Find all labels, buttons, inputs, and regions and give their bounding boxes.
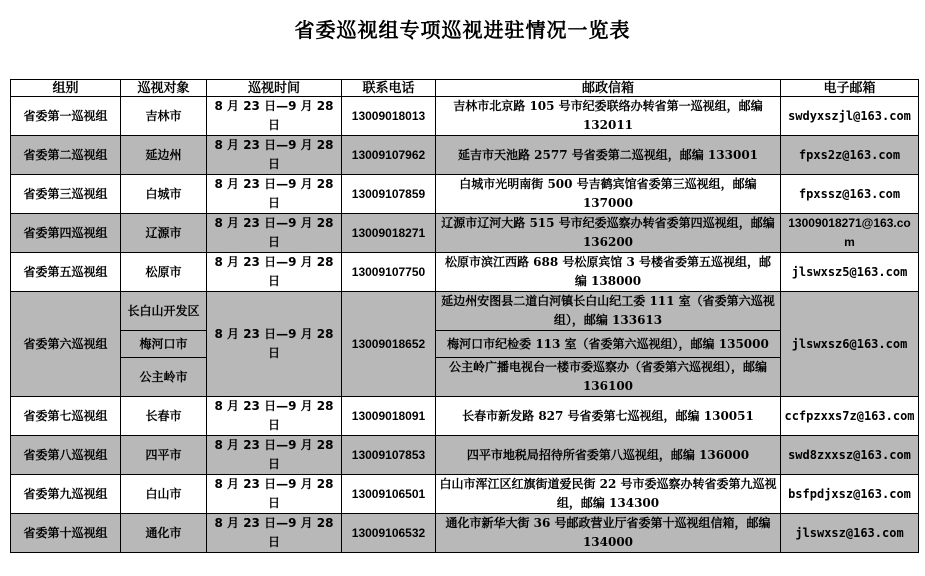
table-row	[11, 175, 919, 214]
target-cell: 吉林市	[121, 97, 207, 136]
email-cell: fpxs2z@163.com	[781, 136, 919, 175]
table-row	[11, 214, 919, 253]
phone-cell: 13009107750	[342, 253, 436, 292]
email-cell: jlswxsz@163.com	[781, 514, 919, 553]
time-cell: 8 月 23 日—9 月 28 日	[207, 436, 342, 475]
group-cell: 省委第十巡视组	[11, 514, 121, 553]
table-row	[11, 475, 919, 514]
table-header-row	[11, 80, 919, 97]
mail-cell: 公主岭广播电视台一楼市委巡察办（省委第六巡视组），邮编 136100	[436, 358, 781, 397]
time-cell: 8 月 23 日—9 月 28 日	[207, 292, 342, 397]
group-cell: 省委第八巡视组	[11, 436, 121, 475]
page-title: 省委巡视组专项巡视进驻情况一览表	[294, 18, 631, 42]
phone-cell: 13009107859	[342, 175, 436, 214]
mail-cell: 四平市地税局招待所省委第八巡视组，邮编 136000	[436, 436, 781, 475]
header-group: 组别	[11, 80, 121, 97]
target-cell: 延边州	[121, 136, 207, 175]
target-cell: 长白山开发区	[121, 292, 207, 331]
group-cell: 省委第四巡视组	[11, 214, 121, 253]
group-cell: 省委第九巡视组	[11, 475, 121, 514]
email-cell: bsfpdjxsz@163.com	[781, 475, 919, 514]
target-cell: 四平市	[121, 436, 207, 475]
mail-cell: 吉林市北京路 105 号市纪委联络办转省第一巡视组，邮编 132011	[436, 97, 781, 136]
time-cell: 8 月 23 日—9 月 28 日	[207, 514, 342, 553]
target-cell: 白城市	[121, 175, 207, 214]
table-row	[11, 253, 919, 292]
mail-cell: 延吉市天池路 2577 号省委第二巡视组，邮编 133001	[436, 136, 781, 175]
mail-cell: 松原市滨江西路 688 号松原宾馆 3 号楼省委第五巡视组，邮编 138000	[436, 253, 781, 292]
phone-cell: 13009107853	[342, 436, 436, 475]
email-cell: 13009018271@163.com	[781, 214, 919, 253]
target-cell: 白山市	[121, 475, 207, 514]
time-cell: 8 月 23 日—9 月 28 日	[207, 97, 342, 136]
email-cell: jlswxsz5@163.com	[781, 253, 919, 292]
phone-cell: 13009018652	[342, 292, 436, 397]
header-target: 巡视对象	[121, 80, 207, 97]
group-cell: 省委第三巡视组	[11, 175, 121, 214]
target-cell: 梅河口市	[121, 331, 207, 358]
mail-cell: 通化市新华大街 36 号邮政营业厅省委第十巡视组信箱，邮编 134000	[436, 514, 781, 553]
time-cell: 8 月 23 日—9 月 28 日	[207, 214, 342, 253]
table-row	[11, 136, 919, 175]
phone-cell: 13009018091	[342, 397, 436, 436]
email-cell: swdyxszjl@163.com	[781, 97, 919, 136]
phone-cell: 13009106532	[342, 514, 436, 553]
group-cell: 省委第五巡视组	[11, 253, 121, 292]
target-cell: 松原市	[121, 253, 207, 292]
mail-cell: 延边州安图县二道白河镇长白山纪工委 111 室（省委第六巡视组），邮编 133613	[436, 292, 781, 331]
time-cell: 8 月 23 日—9 月 28 日	[207, 397, 342, 436]
header-mail: 邮政信箱	[436, 80, 781, 97]
email-cell: jlswxsz6@163.com	[781, 292, 919, 397]
group-cell: 省委第六巡视组	[11, 292, 121, 397]
group-cell: 省委第二巡视组	[11, 136, 121, 175]
target-cell: 通化市	[121, 514, 207, 553]
time-cell: 8 月 23 日—9 月 28 日	[207, 253, 342, 292]
time-cell: 8 月 23 日—9 月 28 日	[207, 475, 342, 514]
table-row	[11, 397, 919, 436]
mail-cell: 白山市浑江区红旗街道爱民街 22 号市委巡察办转省委第九巡视组，邮编 134300	[436, 475, 781, 514]
group-cell: 省委第七巡视组	[11, 397, 121, 436]
inspection-table	[10, 79, 919, 553]
header-time: 巡视时间	[207, 80, 342, 97]
email-cell: swd8zxxsz@163.com	[781, 436, 919, 475]
target-cell: 辽源市	[121, 214, 207, 253]
mail-cell: 辽源市辽河大路 515 号市纪委巡察办转省委第四巡视组，邮编 136200	[436, 214, 781, 253]
table-row	[11, 292, 919, 331]
target-cell: 公主岭市	[121, 358, 207, 397]
group-cell: 省委第一巡视组	[11, 97, 121, 136]
phone-cell: 13009106501	[342, 475, 436, 514]
table-row	[11, 97, 919, 136]
mail-cell: 梅河口市纪检委 113 室（省委第六巡视组），邮编 135000	[436, 331, 781, 358]
table-row	[11, 436, 919, 475]
time-cell: 8 月 23 日—9 月 28 日	[207, 136, 342, 175]
header-email: 电子邮箱	[781, 80, 919, 97]
target-cell: 长春市	[121, 397, 207, 436]
phone-cell: 13009107962	[342, 136, 436, 175]
email-cell: fpxssz@163.com	[781, 175, 919, 214]
phone-cell: 13009018271	[342, 214, 436, 253]
mail-cell: 白城市光明南街 500 号吉鹤宾馆省委第三巡视组，邮编 137000	[436, 175, 781, 214]
table-row	[11, 514, 919, 553]
mail-cell: 长春市新发路 827 号省委第七巡视组，邮编 130051	[436, 397, 781, 436]
email-cell: ccfpzxxs7z@163.com	[781, 397, 919, 436]
header-phone: 联系电话	[342, 80, 436, 97]
phone-cell: 13009018013	[342, 97, 436, 136]
time-cell: 8 月 23 日—9 月 28 日	[207, 175, 342, 214]
